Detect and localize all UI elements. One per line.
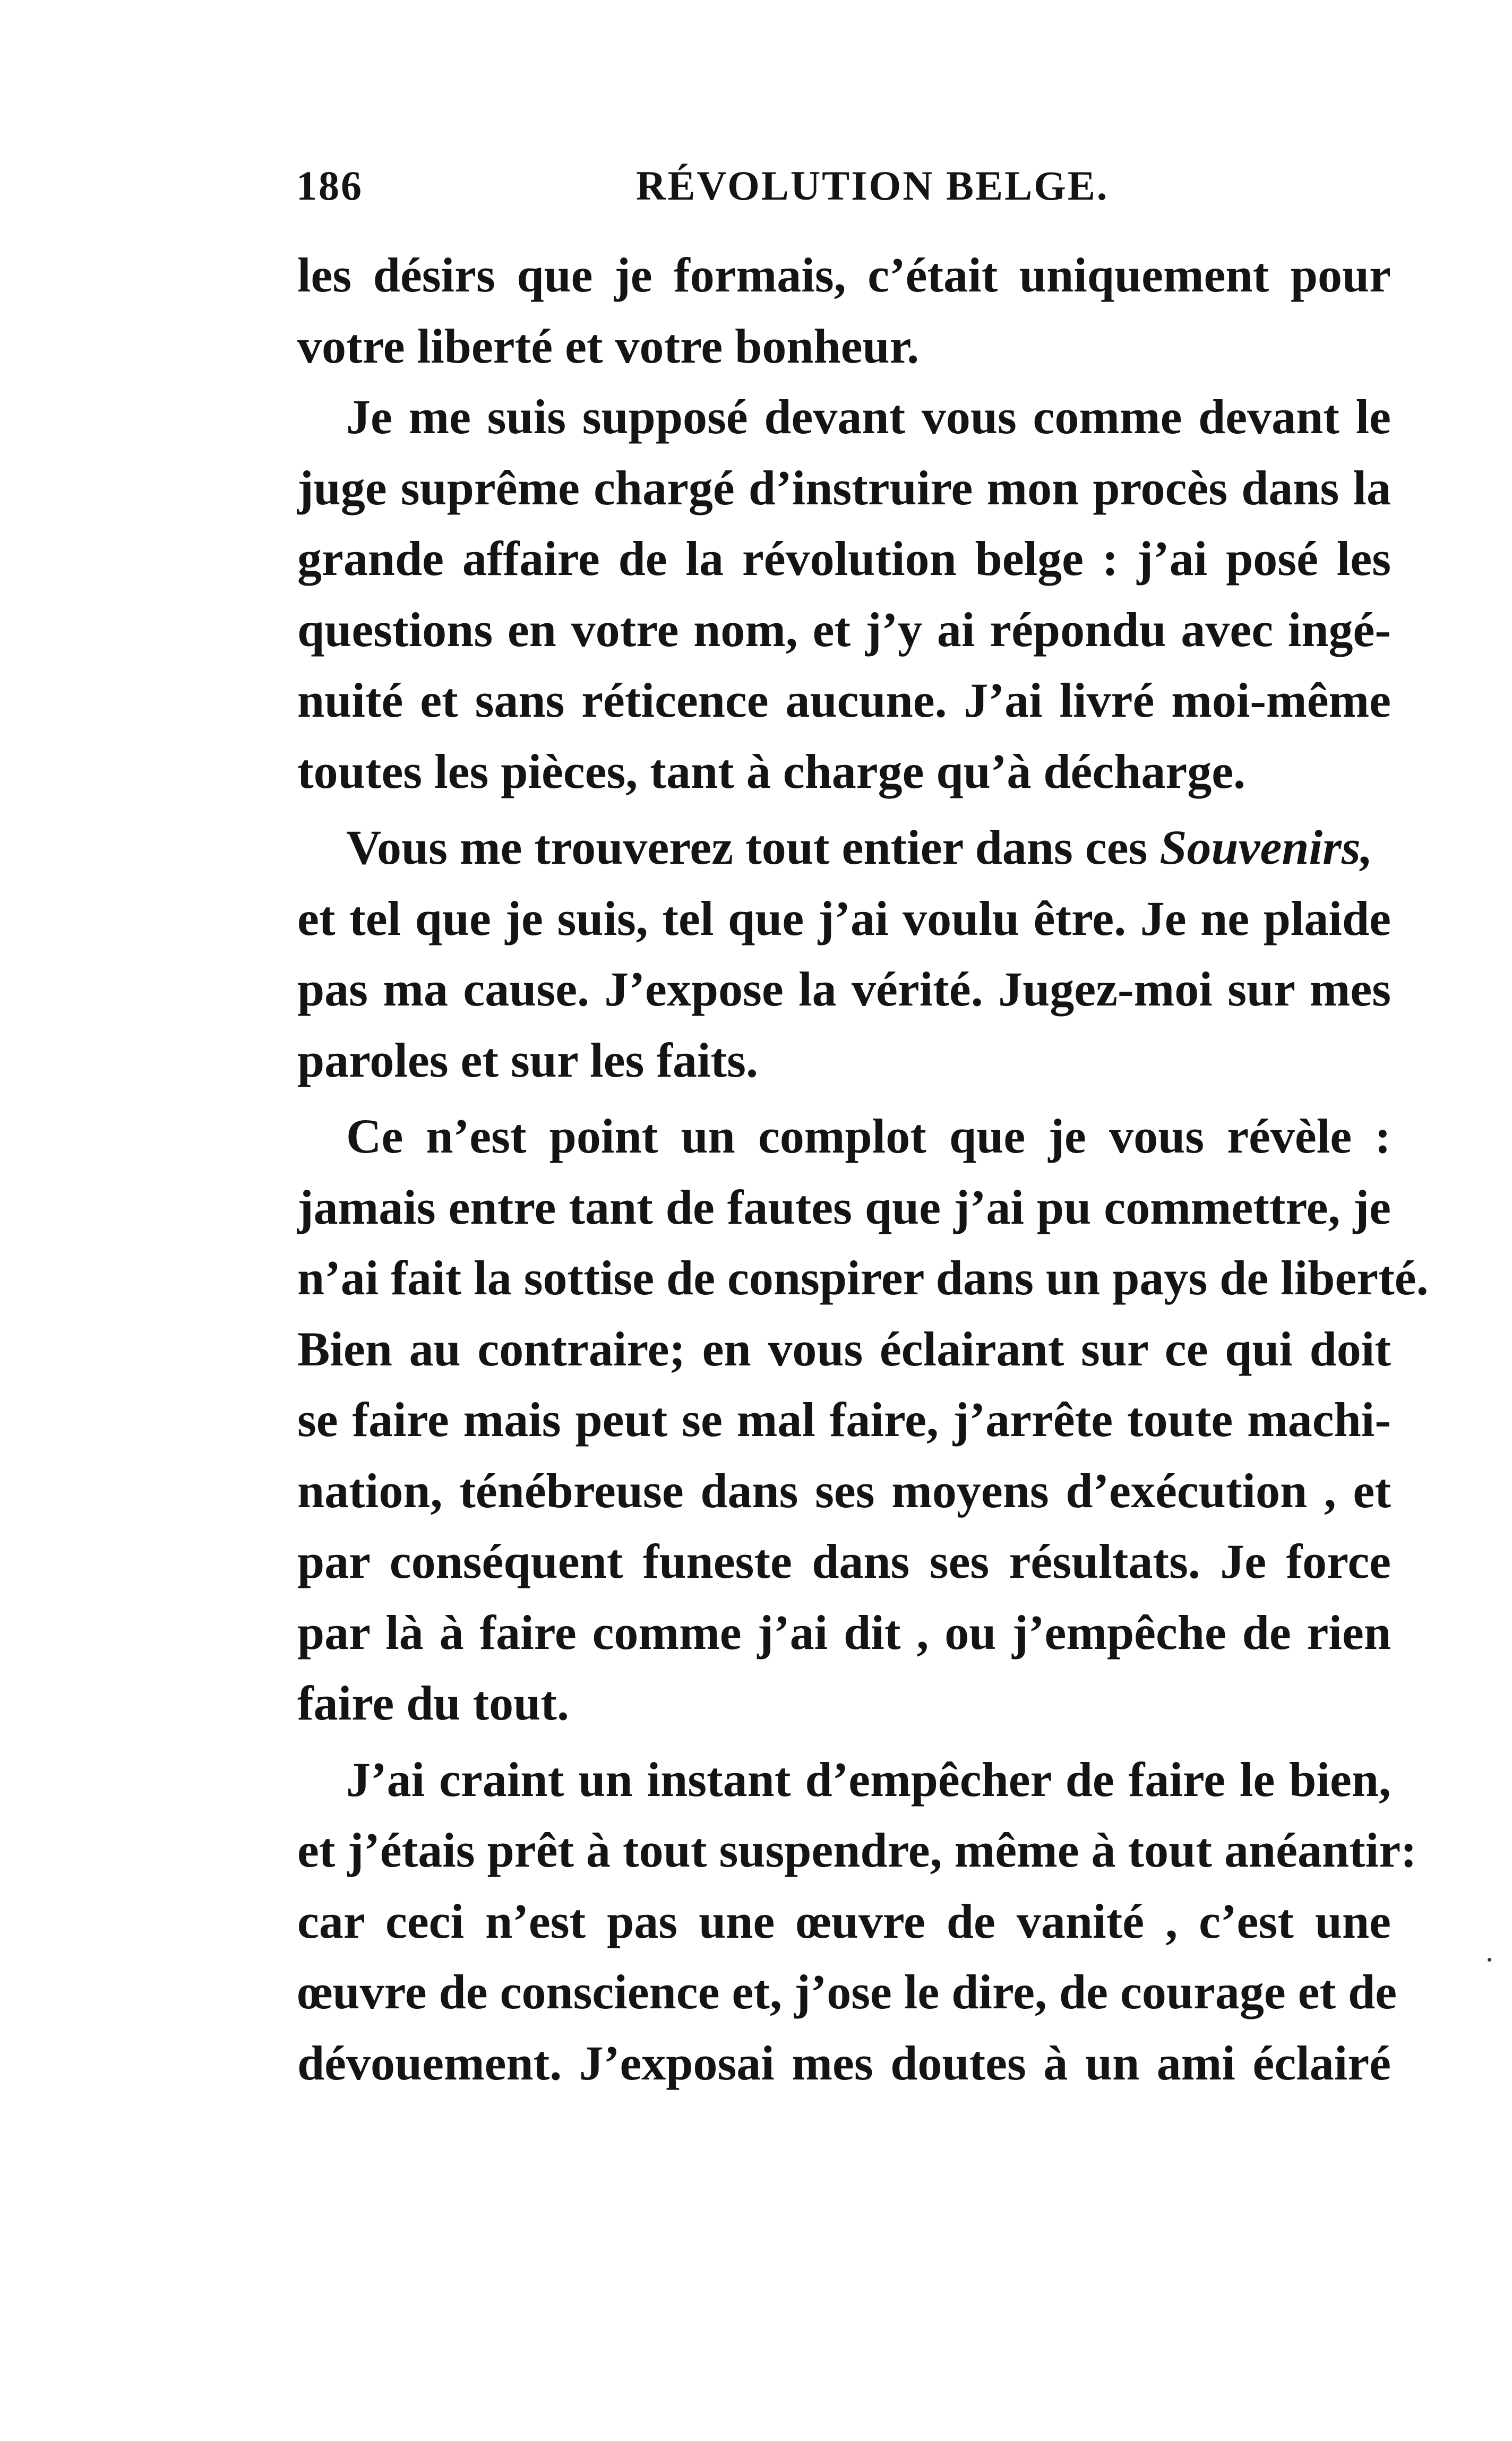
text-line: et tel que je suis, tel que j’ai voulu être. Je ne plaide <box>297 891 1391 946</box>
text-line: par conséquent funeste dans ses résultats. Je force <box>297 1534 1391 1588</box>
text-line: toutes les pièces, tant à charge qu’à décharge. <box>297 744 1246 798</box>
text-line: n’ai fait la sottise de conspirer dans un pays de liberté. <box>297 1251 1429 1305</box>
text-line: œuvre de conscience et, j’ose le dire, de courage et de <box>297 1965 1397 2019</box>
text-line: pas ma cause. J’expose la vérité. Jugez-moi sur mes <box>297 962 1391 1016</box>
text-line: et j’étais prêt à tout suspendre, même à tout anéantir: <box>297 1823 1417 1877</box>
text-line: Bien au contraire; en vous éclairant sur ce qui doit <box>297 1321 1391 1376</box>
text-line: juge suprême chargé d’instruire mon procès dans la <box>297 460 1391 515</box>
text-run: Vous me trouverez tout entier dans ces <box>346 820 1160 874</box>
text-line: paroles et sur les faits. <box>297 1033 758 1087</box>
page-number: 186 <box>296 162 363 209</box>
text-line: questions en votre nom, et j’y ai répondu avec ingé- <box>297 602 1391 657</box>
text-line: car ceci n’est pas une œuvre de vanité , c’est une <box>297 1894 1391 1948</box>
body-text <box>297 240 1429 2099</box>
text-line: votre liberté et votre bonheur. <box>297 319 920 373</box>
running-title: RÉVOLUTION BELGE. <box>636 162 1109 209</box>
paragraph-start-line: Ce n’est point un complot que je vous révèle : <box>346 1109 1391 1163</box>
running-head <box>296 162 1395 210</box>
italic-title: Souvenirs, <box>1159 820 1373 874</box>
paragraph-start-line: Je me suis supposé devant vous comme devant le <box>346 390 1391 444</box>
paragraph-start-line: J’ai craint un instant d’empêcher de faire le bien, <box>346 1752 1391 1807</box>
text-line: par là à faire comme j’ai dit , ou j’empêche de rien <box>297 1605 1391 1660</box>
text-line: les désirs que je formais, c’était uniquement pour <box>297 248 1391 302</box>
text-line: faire du tout. <box>297 1676 569 1730</box>
text-line: grande affaire de la révolution belge : j’ai posé les <box>297 531 1391 586</box>
text-line: dévouement. J’exposai mes doutes à un ami éclairé <box>297 2035 1391 2090</box>
text-line: nuité et sans réticence aucune. J’ai livré moi-même <box>297 673 1391 727</box>
text-line: jamais entre tant de fautes que j’ai pu commettre, je <box>297 1180 1391 1234</box>
text-line: nation, ténébreuse dans ses moyens d’exécution , et <box>297 1463 1391 1518</box>
ink-speck <box>1488 1958 1491 1962</box>
text-line: se faire mais peut se mal faire, j’arrête toute machi- <box>297 1393 1391 1447</box>
paragraph-start-line <box>297 812 1391 883</box>
